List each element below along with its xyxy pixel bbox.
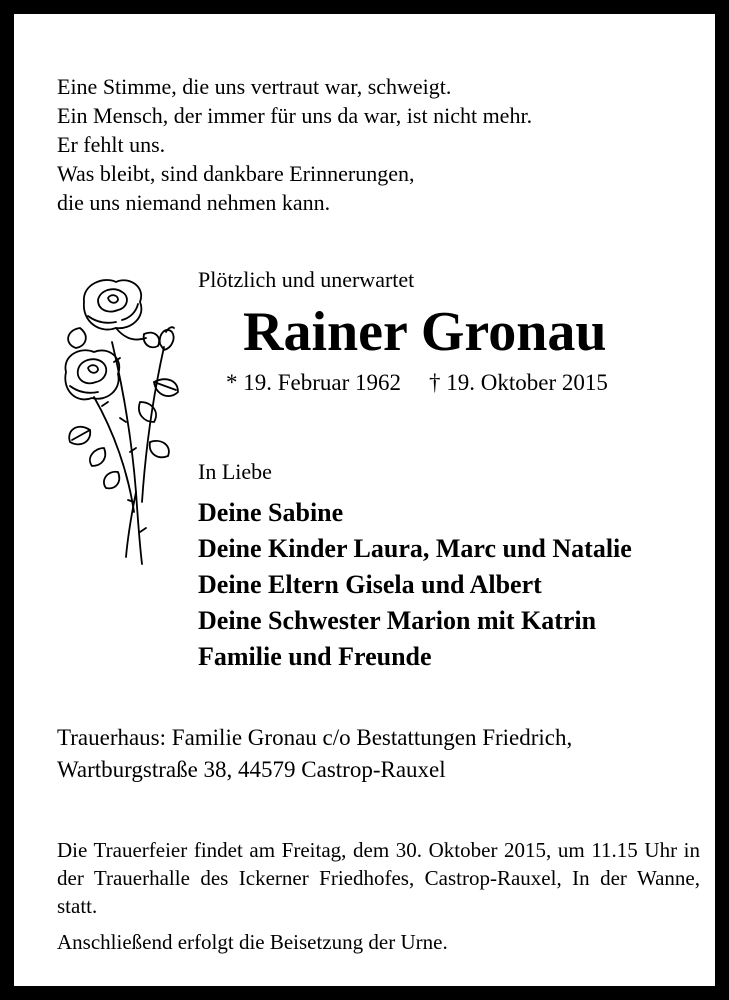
poem-line: Ein Mensch, der immer für uns da war, ist nicht mehr. [57, 103, 533, 128]
mourners-intro: In Liebe [198, 459, 272, 484]
mourner-entry: Deine Kinder Laura, Marc und Natalie [198, 534, 632, 563]
announcement-intro: Plötzlich und unerwartet [198, 267, 415, 292]
poem-line: Eine Stimme, die uns vertraut war, schweigt. [57, 74, 452, 99]
mourner-entry: Deine Sabine [198, 498, 344, 527]
burial-info: Anschließend erfolgt die Beisetzung der Urne. [57, 930, 448, 954]
address-line: Wartburgstraße 38, 44579 Castrop-Rauxel [57, 757, 446, 782]
address-line: Trauerhaus: Familie Gronau c/o Bestattungen Friedrich, [57, 725, 573, 750]
death-date: † 19. Oktober 2015 [429, 370, 608, 395]
mourner-entry: Deine Eltern Gisela und Albert [198, 570, 542, 599]
poem-line: die uns niemand nehmen kann. [57, 190, 331, 215]
poem-line: Er fehlt uns. [57, 132, 166, 157]
mourners-list [198, 495, 632, 675]
birth-date: * 19. Februar 1962 [226, 370, 402, 395]
memorial-poem [57, 72, 532, 217]
life-dates [226, 368, 608, 398]
mourning-house-address [57, 722, 572, 786]
rose-icon [54, 272, 204, 572]
funeral-service-info: Die Trauerfeier findet am Freitag, dem 30. Oktober 2015, um 11.15 Uhr in der Trauerhalle des Ickerner Friedhofes, Castrop-Rauxel, In der Wanne, statt. [57, 838, 700, 918]
mourner-entry: Familie und Freunde [198, 642, 432, 671]
deceased-name: Rainer Gronau [243, 301, 607, 363]
poem-line: Was bleibt, sind dankbare Erinnerungen, [57, 161, 415, 186]
mourner-entry: Deine Schwester Marion mit Katrin [198, 606, 597, 635]
